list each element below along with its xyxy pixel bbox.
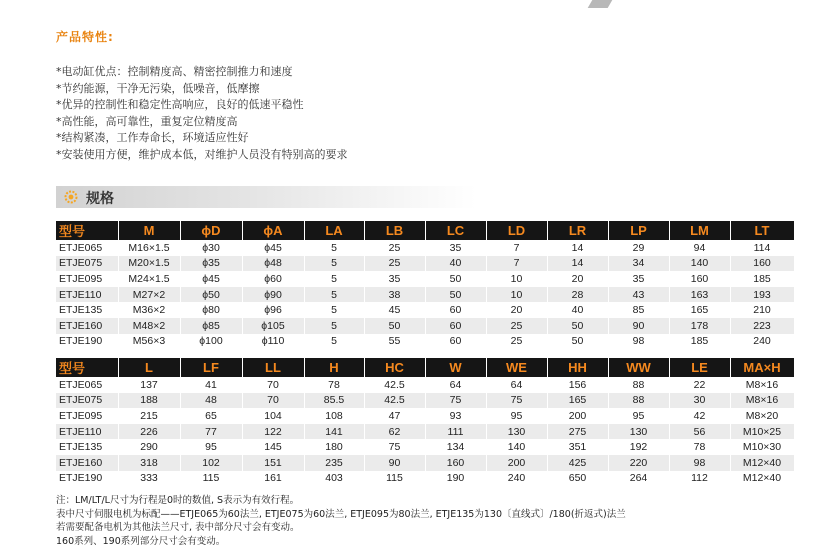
table-cell: ϕ48 [242, 256, 304, 272]
table-cell: 137 [118, 377, 180, 393]
column-header: LE [669, 358, 730, 377]
table-cell: M36×2 [118, 302, 180, 318]
table-row [56, 240, 794, 256]
model-cell: ETJE065 [56, 377, 118, 393]
table-cell: 178 [669, 318, 730, 334]
table-cell: 10 [486, 271, 547, 287]
table-cell: 151 [242, 455, 304, 471]
column-header: LP [608, 221, 669, 240]
table-cell: 650 [547, 471, 608, 487]
feature-item: *电动缸优点：控制精度高、精密控制推力和速度 [56, 65, 293, 78]
table-cell: M8×20 [730, 408, 794, 424]
table-cell: 95 [608, 408, 669, 424]
table-row [56, 302, 794, 318]
table-cell: 351 [547, 439, 608, 455]
table-cell: 240 [730, 334, 794, 350]
table-cell: 160 [730, 256, 794, 272]
table-cell: 192 [608, 439, 669, 455]
table-cell: ϕ60 [242, 271, 304, 287]
table-cell: 94 [669, 240, 730, 256]
table-cell: 200 [486, 455, 547, 471]
table-row [56, 377, 794, 393]
table-cell: 90 [364, 455, 425, 471]
column-header: 型号 [56, 358, 118, 377]
table-cell: 264 [608, 471, 669, 487]
table-cell: ϕ85 [180, 318, 242, 334]
column-header: LA [304, 221, 364, 240]
model-cell: ETJE095 [56, 408, 118, 424]
column-header: M [118, 221, 180, 240]
table-row [56, 287, 794, 303]
table-header-row [56, 358, 794, 377]
table-cell: 98 [608, 334, 669, 350]
table-cell: 42.5 [364, 377, 425, 393]
table-cell: 25 [486, 334, 547, 350]
table-cell: ϕ96 [242, 302, 304, 318]
table-cell: 111 [425, 424, 486, 440]
table-cell: 5 [304, 271, 364, 287]
column-header: LF [180, 358, 242, 377]
table-cell: 140 [486, 439, 547, 455]
table-cell: ϕ100 [180, 334, 242, 350]
column-header: HC [364, 358, 425, 377]
table-cell: 75 [486, 393, 547, 409]
column-header: LC [425, 221, 486, 240]
table-cell: 50 [425, 287, 486, 303]
table-cell: 70 [242, 393, 304, 409]
table-cell: 161 [242, 471, 304, 487]
table-cell: 7 [486, 256, 547, 272]
table-cell: 165 [547, 393, 608, 409]
table-cell: M20×1.5 [118, 256, 180, 272]
corner-decoration [588, 0, 613, 8]
table-cell: 77 [180, 424, 242, 440]
model-cell: ETJE095 [56, 271, 118, 287]
table-cell: M12×40 [730, 455, 794, 471]
table-cell: M8×16 [730, 377, 794, 393]
table-cell: ϕ105 [242, 318, 304, 334]
model-cell: ETJE065 [56, 240, 118, 256]
table-cell: 50 [425, 271, 486, 287]
dimension-table-1 [56, 221, 795, 349]
table-cell: 102 [180, 455, 242, 471]
table-cell: 185 [669, 334, 730, 350]
column-header: ϕD [180, 221, 242, 240]
table-cell: 112 [669, 471, 730, 487]
table-cell: 42.5 [364, 393, 425, 409]
table-cell: 64 [425, 377, 486, 393]
table-cell: 35 [608, 271, 669, 287]
feature-list [56, 64, 348, 163]
table-cell: 42 [669, 408, 730, 424]
table-cell: 180 [304, 439, 364, 455]
table-cell: M12×40 [730, 471, 794, 487]
model-cell: ETJE110 [56, 287, 118, 303]
spec-header-bar [56, 186, 476, 208]
table-cell: ϕ45 [242, 240, 304, 256]
table-cell: 104 [242, 408, 304, 424]
table-cell: 45 [364, 302, 425, 318]
table-cell: 130 [486, 424, 547, 440]
table-cell: 25 [364, 256, 425, 272]
table-row [56, 408, 794, 424]
table-cell: 5 [304, 256, 364, 272]
table-cell: 75 [425, 393, 486, 409]
table-cell: 38 [364, 287, 425, 303]
column-header: LB [364, 221, 425, 240]
model-cell: ETJE110 [56, 424, 118, 440]
table-cell: 60 [425, 334, 486, 350]
table-row [56, 455, 794, 471]
table-cell: 156 [547, 377, 608, 393]
table-cell: 40 [547, 302, 608, 318]
table-cell: 7 [486, 240, 547, 256]
table-cell: 50 [547, 334, 608, 350]
column-header: WE [486, 358, 547, 377]
table-cell: 98 [669, 455, 730, 471]
table-cell: 141 [304, 424, 364, 440]
section-title: 产品特性: [56, 30, 114, 44]
table-cell: 20 [547, 271, 608, 287]
table-row [56, 318, 794, 334]
table-row [56, 393, 794, 409]
table-cell: 5 [304, 318, 364, 334]
column-header: L [118, 358, 180, 377]
table-cell: 93 [425, 408, 486, 424]
model-cell: ETJE135 [56, 439, 118, 455]
table-cell: 50 [364, 318, 425, 334]
table-cell: 88 [608, 377, 669, 393]
table-cell: M10×30 [730, 439, 794, 455]
table-cell: 64 [486, 377, 547, 393]
spec-title: 规格 [86, 191, 114, 207]
table-cell: 5 [304, 302, 364, 318]
table-cell: ϕ90 [242, 287, 304, 303]
note-line: 注：LM/LT/L尺寸为行程是0时的数值, S表示为有效行程。 [56, 495, 300, 506]
table-cell: 85 [608, 302, 669, 318]
table-row [56, 424, 794, 440]
table-cell: 163 [669, 287, 730, 303]
table-cell: 56 [669, 424, 730, 440]
model-cell: ETJE190 [56, 471, 118, 487]
column-header: LT [730, 221, 794, 240]
table-cell: ϕ35 [180, 256, 242, 272]
table-cell: 30 [669, 393, 730, 409]
table-cell: 90 [608, 318, 669, 334]
table-cell: 65 [180, 408, 242, 424]
table-cell: 226 [118, 424, 180, 440]
table-cell: 78 [304, 377, 364, 393]
table-cell: ϕ45 [180, 271, 242, 287]
table-cell: 78 [669, 439, 730, 455]
table-cell: 5 [304, 240, 364, 256]
table-cell: 60 [425, 318, 486, 334]
model-cell: ETJE075 [56, 256, 118, 272]
table-cell: 160 [669, 271, 730, 287]
table-cell: 333 [118, 471, 180, 487]
table-cell: 115 [364, 471, 425, 487]
table-cell: 108 [304, 408, 364, 424]
table-cell: 220 [608, 455, 669, 471]
note-line: 表中尺寸伺服电机为标配——ETJE065为60法兰, ETJE075为60法兰, ETJE095为80法兰, ETJE135为130〔直线式〕/180(折返式)法兰 [56, 508, 626, 520]
table-cell: 5 [304, 334, 364, 350]
notes [56, 494, 626, 548]
table-cell: ϕ30 [180, 240, 242, 256]
table-cell: 34 [608, 256, 669, 272]
table-cell: 35 [425, 240, 486, 256]
table-cell: 20 [486, 302, 547, 318]
feature-item: *结构紧凑，工作寿命长，环境适应性好 [56, 131, 249, 144]
dimension-table-2 [56, 358, 795, 486]
table-row [56, 334, 794, 350]
table-cell: 50 [547, 318, 608, 334]
table-cell: 200 [547, 408, 608, 424]
table-cell: 41 [180, 377, 242, 393]
table-cell: 115 [180, 471, 242, 487]
table-row [56, 271, 794, 287]
column-header: LD [486, 221, 547, 240]
table-cell: 43 [608, 287, 669, 303]
table-cell: 140 [669, 256, 730, 272]
table-cell: 114 [730, 240, 794, 256]
feature-item: *安装使用方便，维护成本低，对维护人员没有特别高的要求 [56, 147, 348, 161]
column-header: LL [242, 358, 304, 377]
column-header: 型号 [56, 221, 118, 240]
model-cell: ETJE075 [56, 393, 118, 409]
model-cell: ETJE190 [56, 334, 118, 350]
table-cell: 55 [364, 334, 425, 350]
column-header: HH [547, 358, 608, 377]
table-header-row [56, 221, 794, 240]
table-cell: 14 [547, 240, 608, 256]
table-cell: 5 [304, 287, 364, 303]
column-header: LR [547, 221, 608, 240]
table-cell: 75 [364, 439, 425, 455]
table-cell: 88 [608, 393, 669, 409]
table-cell: 190 [425, 471, 486, 487]
table-cell: ϕ80 [180, 302, 242, 318]
column-header: MA×H [730, 358, 794, 377]
table-cell: M27×2 [118, 287, 180, 303]
table-cell: M56×3 [118, 334, 180, 350]
model-cell: ETJE160 [56, 455, 118, 471]
table-cell: 35 [364, 271, 425, 287]
table-cell: 425 [547, 455, 608, 471]
table-row [56, 471, 794, 487]
table-cell: ϕ110 [242, 334, 304, 350]
table-cell: 62 [364, 424, 425, 440]
table-cell: 160 [425, 455, 486, 471]
table-cell: 210 [730, 302, 794, 318]
table-cell: ϕ50 [180, 287, 242, 303]
gear-icon [64, 190, 78, 204]
column-header: W [425, 358, 486, 377]
model-cell: ETJE135 [56, 302, 118, 318]
table-cell: 25 [486, 318, 547, 334]
column-header: LM [669, 221, 730, 240]
table-cell: 95 [180, 439, 242, 455]
table-cell: 145 [242, 439, 304, 455]
feature-item: *优异的控制性和稳定性高响应，良好的低速平稳性 [56, 98, 304, 111]
column-header: ϕA [242, 221, 304, 240]
table-cell: 240 [486, 471, 547, 487]
column-header: WW [608, 358, 669, 377]
table-cell: 215 [118, 408, 180, 424]
table-cell: 188 [118, 393, 180, 409]
table-cell: 10 [486, 287, 547, 303]
feature-item: *高性能，高可靠性，重复定位精度高 [56, 114, 238, 128]
table-cell: 22 [669, 377, 730, 393]
table-cell: 290 [118, 439, 180, 455]
table-cell: 318 [118, 455, 180, 471]
table-cell: 47 [364, 408, 425, 424]
table-cell: 95 [486, 408, 547, 424]
table-cell: 275 [547, 424, 608, 440]
note-line: 160系列、190系列部分尺寸会有变动。 [56, 535, 226, 547]
table-cell: M10×25 [730, 424, 794, 440]
table-cell: 48 [180, 393, 242, 409]
table-cell: 134 [425, 439, 486, 455]
table-cell: 235 [304, 455, 364, 471]
column-header: H [304, 358, 364, 377]
table-cell: 165 [669, 302, 730, 318]
table-cell: 29 [608, 240, 669, 256]
table-cell: 70 [242, 377, 304, 393]
table-cell: 85.5 [304, 393, 364, 409]
table-cell: 25 [364, 240, 425, 256]
model-cell: ETJE160 [56, 318, 118, 334]
table-cell: M8×16 [730, 393, 794, 409]
table-cell: 193 [730, 287, 794, 303]
table-cell: 403 [304, 471, 364, 487]
note-line: 若需要配备电机为其他法兰尺寸, 表中部分尺寸会有变动。 [56, 522, 300, 533]
table-cell: 60 [425, 302, 486, 318]
table-cell: 28 [547, 287, 608, 303]
table-cell: 223 [730, 318, 794, 334]
table-cell: 185 [730, 271, 794, 287]
table-row [56, 439, 794, 455]
table-cell: 40 [425, 256, 486, 272]
table-row [56, 256, 794, 272]
feature-item: *节约能源，干净无污染，低噪音，低摩擦 [56, 81, 260, 95]
table-cell: M16×1.5 [118, 240, 180, 256]
table-cell: 122 [242, 424, 304, 440]
table-cell: M48×2 [118, 318, 180, 334]
table-cell: 14 [547, 256, 608, 272]
table-cell: 130 [608, 424, 669, 440]
table-cell: M24×1.5 [118, 271, 180, 287]
